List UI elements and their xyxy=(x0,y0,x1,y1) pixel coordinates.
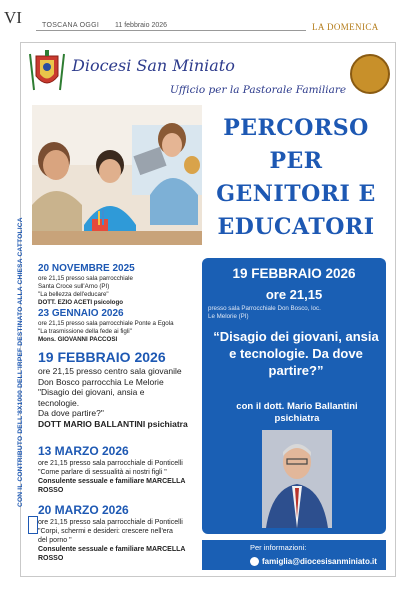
featured-time: ore 21,15 xyxy=(265,287,323,302)
event-speaker: Consulente sessuale e familiare MARCELLA ROSSO xyxy=(38,478,186,494)
event-line: ore 21,15 presso centro sala giovanile xyxy=(38,366,182,376)
event-line: Santa Croce sull'Arno (PI) xyxy=(38,283,110,290)
event-item xyxy=(38,503,198,563)
event-line: "La trasmissione della fede ai figli" xyxy=(38,328,132,335)
featured-quote: “Disagio dei giovani, ansia e tecnologie. Da dove partire?” xyxy=(213,329,379,378)
contact-email[interactable]: famiglia@diocesisanminiato.it xyxy=(262,557,377,566)
event-speaker: DOTT MARIO BALLANTINI psichiatra xyxy=(38,418,188,429)
publication-name: TOSCANA OGGI xyxy=(42,22,100,29)
event-line: Don Bosco parrocchia Le Melorie xyxy=(38,376,164,387)
office-name: Ufficio per la Pastorale Familiare xyxy=(170,84,347,96)
featured-date: 19 FEBBRAIO 2026 xyxy=(232,266,356,281)
event-speaker: Consulente sessuale e familiare MARCELLA ROSSO xyxy=(38,546,186,562)
event-line: "Come parlare di sessualità ai nostri figli " xyxy=(38,469,167,476)
holy-family-icon xyxy=(350,54,390,94)
featured-place: presso sala Parrocchiale Don Bosco, loc. Le Melorie (PI) xyxy=(208,305,321,320)
event-line: "Corpi, schermi e desideri: crescere nell'era xyxy=(38,528,173,535)
diocese-crest-icon xyxy=(28,50,66,94)
diocese-name: Diocesi San Miniato xyxy=(72,56,235,75)
publication-date: 11 febbraio 2026 xyxy=(115,22,168,29)
event-item xyxy=(38,263,198,307)
section-name: LA DOMENICA xyxy=(312,22,379,32)
event-speaker: Mons. GIOVANNI PACCOSI xyxy=(38,336,118,343)
event-line: ore 21,15 presso sala parrocchiale xyxy=(38,275,133,282)
event-item xyxy=(38,444,198,495)
event-line: ore 21,15 presso sala parrocchiale Ponte a Egola xyxy=(38,320,174,327)
event-line: tecnologie. xyxy=(38,397,80,408)
cei-logo-icon xyxy=(28,516,38,534)
contact-box xyxy=(202,540,386,570)
title-line: EDUCATORI xyxy=(217,214,375,240)
event-line: "La bellezza dell'educare" xyxy=(38,291,109,298)
contact-heading: Per informazioni: xyxy=(250,543,307,552)
funding-note: CON IL CONTRIBUTO DELL'8X1000 DELL'IRPEF DESTINATO ALLA CHIESA CATTOLICA xyxy=(17,217,24,507)
event-speaker: DOTT. EZIO ACETI psicologo xyxy=(38,299,124,306)
event-date: 13 MARZO 2026 xyxy=(38,444,129,458)
event-line: ore 21,15 presso sala parrocchiale di Ponticelli xyxy=(38,519,183,526)
event-date: 20 NOVEMBRE 2025 xyxy=(38,263,135,274)
event-date: 23 GENNAIO 2026 xyxy=(38,308,124,319)
title-line: PERCORSO xyxy=(223,115,369,141)
title-line: PER xyxy=(269,148,323,174)
event-line: Da dove partire?" xyxy=(38,408,104,418)
event-date: 19 FEBBRAIO 2026 xyxy=(38,349,166,365)
featured-speaker: con il dott. Mario Ballantini psichiatra xyxy=(236,401,358,424)
page-number: VI xyxy=(4,8,22,27)
featured-event-box xyxy=(202,258,386,534)
event-line: ore 21,15 presso sala parrocchiale di Ponticelli xyxy=(38,460,183,467)
title-line: GENITORI E xyxy=(216,181,376,207)
speaker-portrait xyxy=(262,430,332,528)
event-item xyxy=(38,349,198,429)
newspaper-header xyxy=(0,0,413,40)
flyer-title xyxy=(205,112,387,244)
globe-icon xyxy=(250,557,259,566)
event-line: del porno " xyxy=(38,537,72,544)
family-photo xyxy=(32,105,202,245)
event-line: "Disagio dei giovani, ansia e xyxy=(38,387,145,397)
header-rule xyxy=(36,30,306,31)
event-item xyxy=(38,308,198,344)
event-date: 20 MARZO 2026 xyxy=(38,503,129,517)
